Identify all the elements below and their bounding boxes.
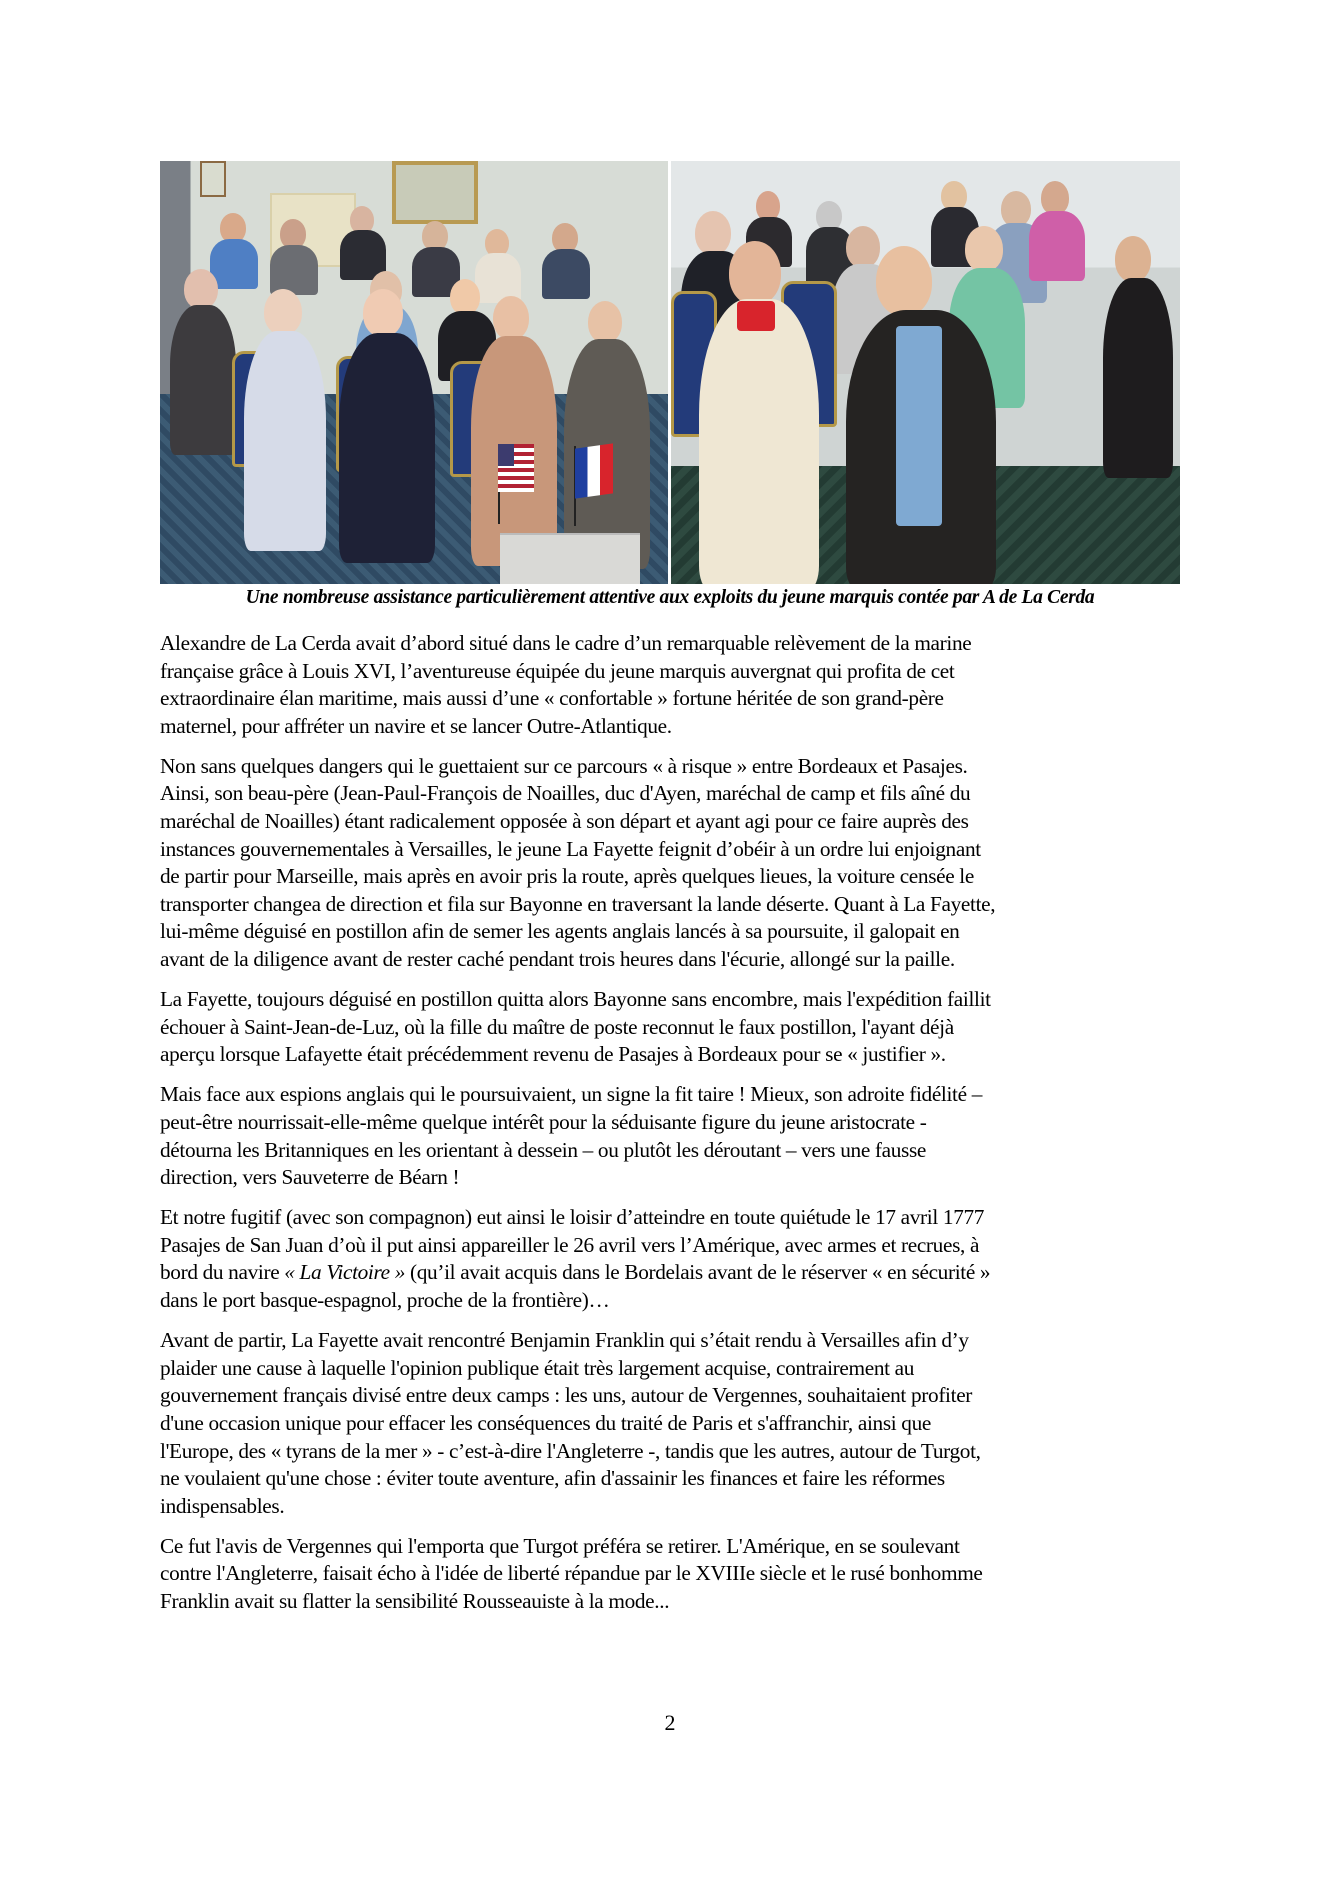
paragraph [160,630,1185,740]
text-line: l'Europe, des « tyrans de la mer » - c’est-à-dire l'Angleterre -, tandis que les autres, autour de Turgot, [160,1438,981,1463]
page-number: 2 [664,1710,676,1735]
text-fragment: (qu’il avait acquis dans le Bordelais avant de le réserver « en sécurité » [405,1260,991,1285]
text-line: Alexandre de La Cerda avait d’abord situé dans le cadre d’un remarquable relèvement de la marine [160,631,972,655]
text-line: Et notre fugitif (avec son compagnon) eut ainsi le loisir d’atteindre en toute quiétude le 17 avril 1777 [160,1205,985,1230]
text-line: extraordinaire élan maritime, mais aussi d’une « confortable » fortune héritée de son grand-père [160,686,944,711]
text-line: contre l'Angleterre, faisait écho à l'idée de liberté répandue par le XVIIIe siècle et le rusé bonhomme [160,1561,983,1586]
paragraph [160,1533,1185,1616]
text-line: maréchal de Noailles) étant radicalement opposée à son départ et ayant agi pour ce faire auprès des [160,809,969,834]
text-line: gouvernement français divisé entre deux camps : les uns, autour de Vergennes, souhaitaient profiter [160,1383,973,1408]
text-line: La Fayette, toujours déguisé en postillon quitta alors Bayonne sans encombre, mais l'expédition faillit [160,987,991,1012]
text-line: direction, vers Sauveterre de Béarn ! [160,1165,460,1190]
text-line: Ce fut l'avis de Vergennes qui l'emporta que Turgot préféra se retirer. L'Amérique, en se soulevant [160,1533,960,1558]
figure-photos [160,161,1180,584]
text-line: dans le port basque-espagnol, proche de la frontière)… [160,1288,610,1313]
text-line: de partir pour Marseille, mais après en avoir pris la route, après quelques lieues, la voiture censée le [160,864,974,889]
text-line: Non sans quelques dangers qui le guettaient sur ce parcours « à risque » entre Bordeaux et Pasajes. [160,753,968,778]
article-body [160,630,1185,1628]
text-line: Avant de partir, La Fayette avait rencontré Benjamin Franklin qui s’était rendu à Versailles afin d’y [160,1328,969,1353]
text-line: Pasajes de San Juan d’où il put ainsi appareiller le 26 avril vers l’Amérique, avec armes et recrues, à [160,1232,980,1257]
text-line: aperçu lorsque Lafayette était précédemment revenu de Pasajes à Bordeaux pour se « justifier ». [160,1042,946,1067]
audience-photo-right [671,161,1180,584]
american-flag-icon [498,444,534,492]
ship-name: « La Victoire » [284,1260,406,1285]
paragraph [160,753,1185,974]
text-line: française grâce à Louis XVI, l’aventureuse équipée du jeune marquis auvergnat qui profita de cet [160,658,955,683]
figure-caption: Une nombreuse assistance particulièrement attentive aux exploits du jeune marquis contée par A de La Cerda [245,587,1095,608]
paragraph [160,986,1185,1069]
text-line: maternel, pour affréter un navire et se lancer Outre-Atlantique. [160,713,672,738]
text-line: indispensables. [160,1493,285,1518]
gilded-mirror [392,161,478,224]
text-line: Mais face aux espions anglais qui le poursuivaient, un signe la fit taire ! Mieux, son adroite fidélité – [160,1082,982,1107]
text-fragment: bord du navire [160,1260,285,1285]
wall-picture-frame [200,161,226,197]
text-line: peut-être nourrissait-elle-même quelque intérêt pour la séduisante figure du jeune aristocrate - [160,1110,927,1134]
text-line: d'une occasion unique pour effacer les conséquences du traité de Paris et s'affranchir, ainsi que [160,1410,932,1435]
text-line: Ainsi, son beau-père (Jean-Paul-François de Noailles, duc d'Ayen, maréchal de camp et fils aîné du [160,781,971,806]
paragraph [160,1081,1185,1191]
french-flag-icon [575,443,613,498]
text-line: transporter changea de direction et fila sur Bayonne en traversant la lande déserte. Quant à La Fayette, [160,891,996,916]
audience-photo-left [160,161,668,584]
text-line: Franklin avait su flatter la sensibilité Rousseauiste à la mode... [160,1589,670,1613]
text-line [160,1259,1185,1287]
text-line: détourna les Britanniques en les orientant à dessein – ou plutôt les déroutant – vers une fausse [160,1137,927,1162]
text-line: lui-même déguisé en postillon afin de semer les agents anglais lancés à sa poursuite, il galopait en [160,919,960,944]
text-line: plaider une cause à laquelle l'opinion publique était très largement acquise, contrairement au [160,1355,915,1380]
paragraph [160,1204,1185,1314]
text-line: instances gouvernementales à Versailles, le jeune La Fayette feignit d’obéir à un ordre lui enjoignant [160,836,981,861]
paragraph [160,1327,1185,1520]
text-line: échouer à Saint-Jean-de-Luz, où la fille du maître de poste reconnut le faux postillon, l'ayant déjà [160,1014,954,1039]
text-line: ne voulaient qu'une chose : éviter toute aventure, afin d'assainir les finances et faire les réformes [160,1466,945,1491]
text-line: avant de la diligence avant de rester caché pendant trois heures dans l'écurie, allongé sur la paille. [160,947,955,972]
lectern [500,533,640,584]
